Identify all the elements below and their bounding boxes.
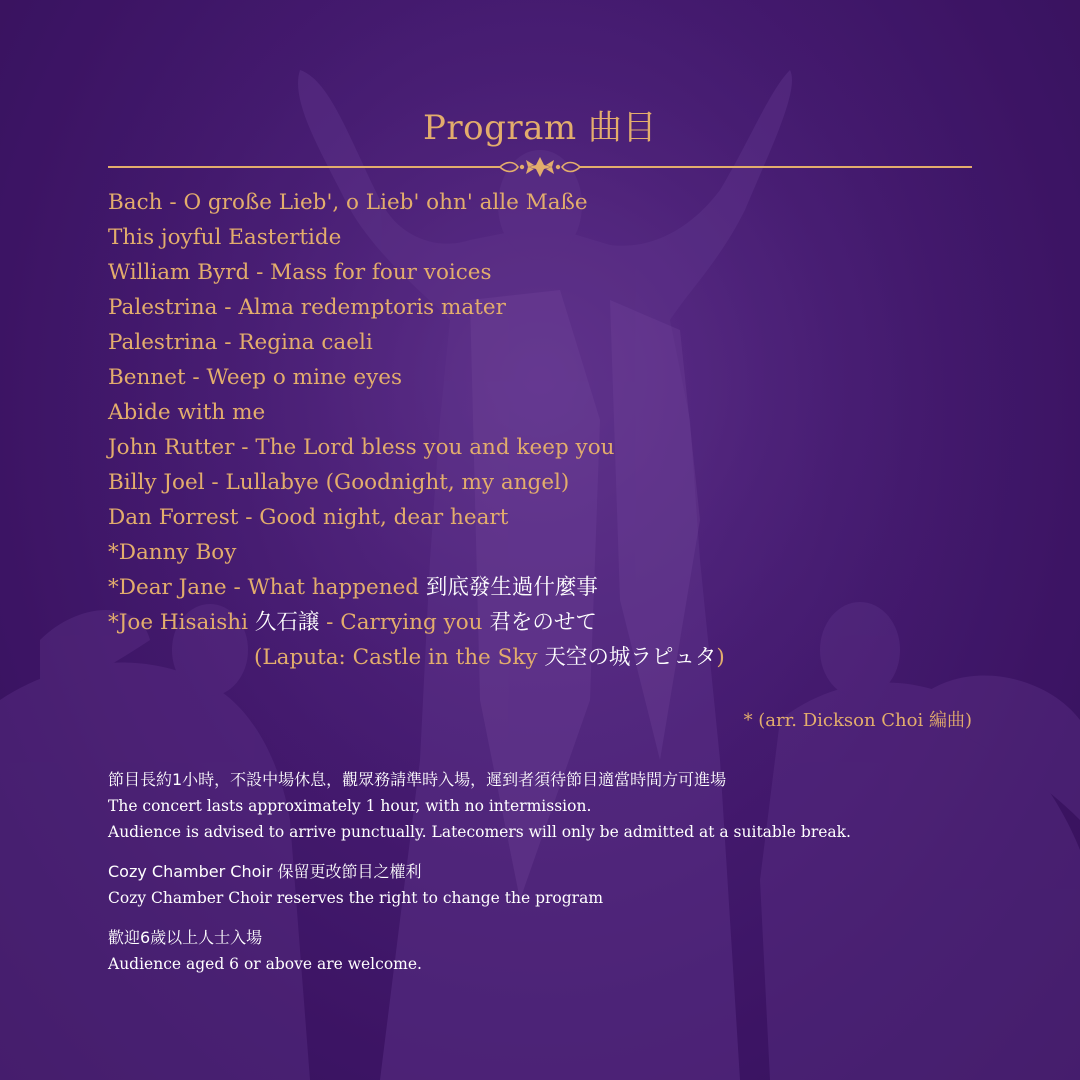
- age-note-zh: 歡迎6歲以上人士入場: [108, 928, 263, 947]
- rights-note-zh: Cozy Chamber Choir 保留更改節目之權利: [108, 862, 422, 881]
- program-item: Billy Joel - Lullabye (Goodnight, my angel): [108, 470, 570, 495]
- program-item: *Joe Hisaishi 久石譲 - Carrying you 君をのせて: [108, 610, 597, 635]
- duration-note: [108, 767, 988, 845]
- rights-note-en: Cozy Chamber Choir reserves the right to change the program: [108, 889, 604, 907]
- program-item: *Danny Boy: [108, 540, 237, 565]
- age-note-en: Audience aged 6 or above are welcome.: [108, 955, 422, 973]
- arrangement-credit: * (arr. Dickson Choi 編曲): [743, 710, 972, 731]
- program-item: Palestrina - Alma redemptoris mater: [108, 295, 506, 320]
- program-item: Palestrina - Regina caeli: [108, 330, 373, 355]
- duration-note-zh: 節目長約1小時，不設中場休息，觀眾務請準時入場，遲到者須待節目適當時間方可進場: [108, 770, 727, 789]
- rights-note: [108, 859, 988, 911]
- duration-note-en: The concert lasts approximately 1 hour, with no intermission.: [108, 797, 592, 815]
- program-list: [108, 185, 988, 675]
- title-zh: 曲目: [587, 108, 657, 148]
- song-title-ja: 君をのせて: [489, 610, 597, 635]
- program-item: *Dear Jane - What happened 到底發生過什麼事: [108, 575, 598, 600]
- program-item-zh: 到底發生過什麼事: [425, 575, 598, 600]
- concert-notes: [108, 767, 988, 991]
- program-item: Dan Forrest - Good night, dear heart: [108, 505, 509, 530]
- program-item: Abide with me: [108, 400, 266, 425]
- program-item: This joyful Eastertide: [108, 225, 342, 250]
- page-title: [0, 100, 1080, 149]
- film-title-ja: 天空の城ラピュタ: [544, 645, 717, 670]
- title-en: Program: [423, 108, 577, 148]
- ornamental-divider: [108, 155, 972, 179]
- program-item: Bennet - Weep o mine eyes: [108, 365, 402, 390]
- program-item: John Rutter - The Lord bless you and keep you: [108, 435, 615, 460]
- composer-name-ja: 久石譲: [254, 610, 320, 635]
- age-note: [108, 925, 988, 977]
- program-item: William Byrd - Mass for four voices: [108, 260, 492, 285]
- program-item-subtitle: (Laputa: Castle in the Sky 天空の城ラピュタ): [254, 645, 725, 670]
- latecomer-note-en: Audience is advised to arrive punctually. Latecomers will only be admitted at a suitable break.: [108, 823, 851, 841]
- program-item: Bach - O große Lieb', o Lieb' ohn' alle Maße: [108, 190, 588, 215]
